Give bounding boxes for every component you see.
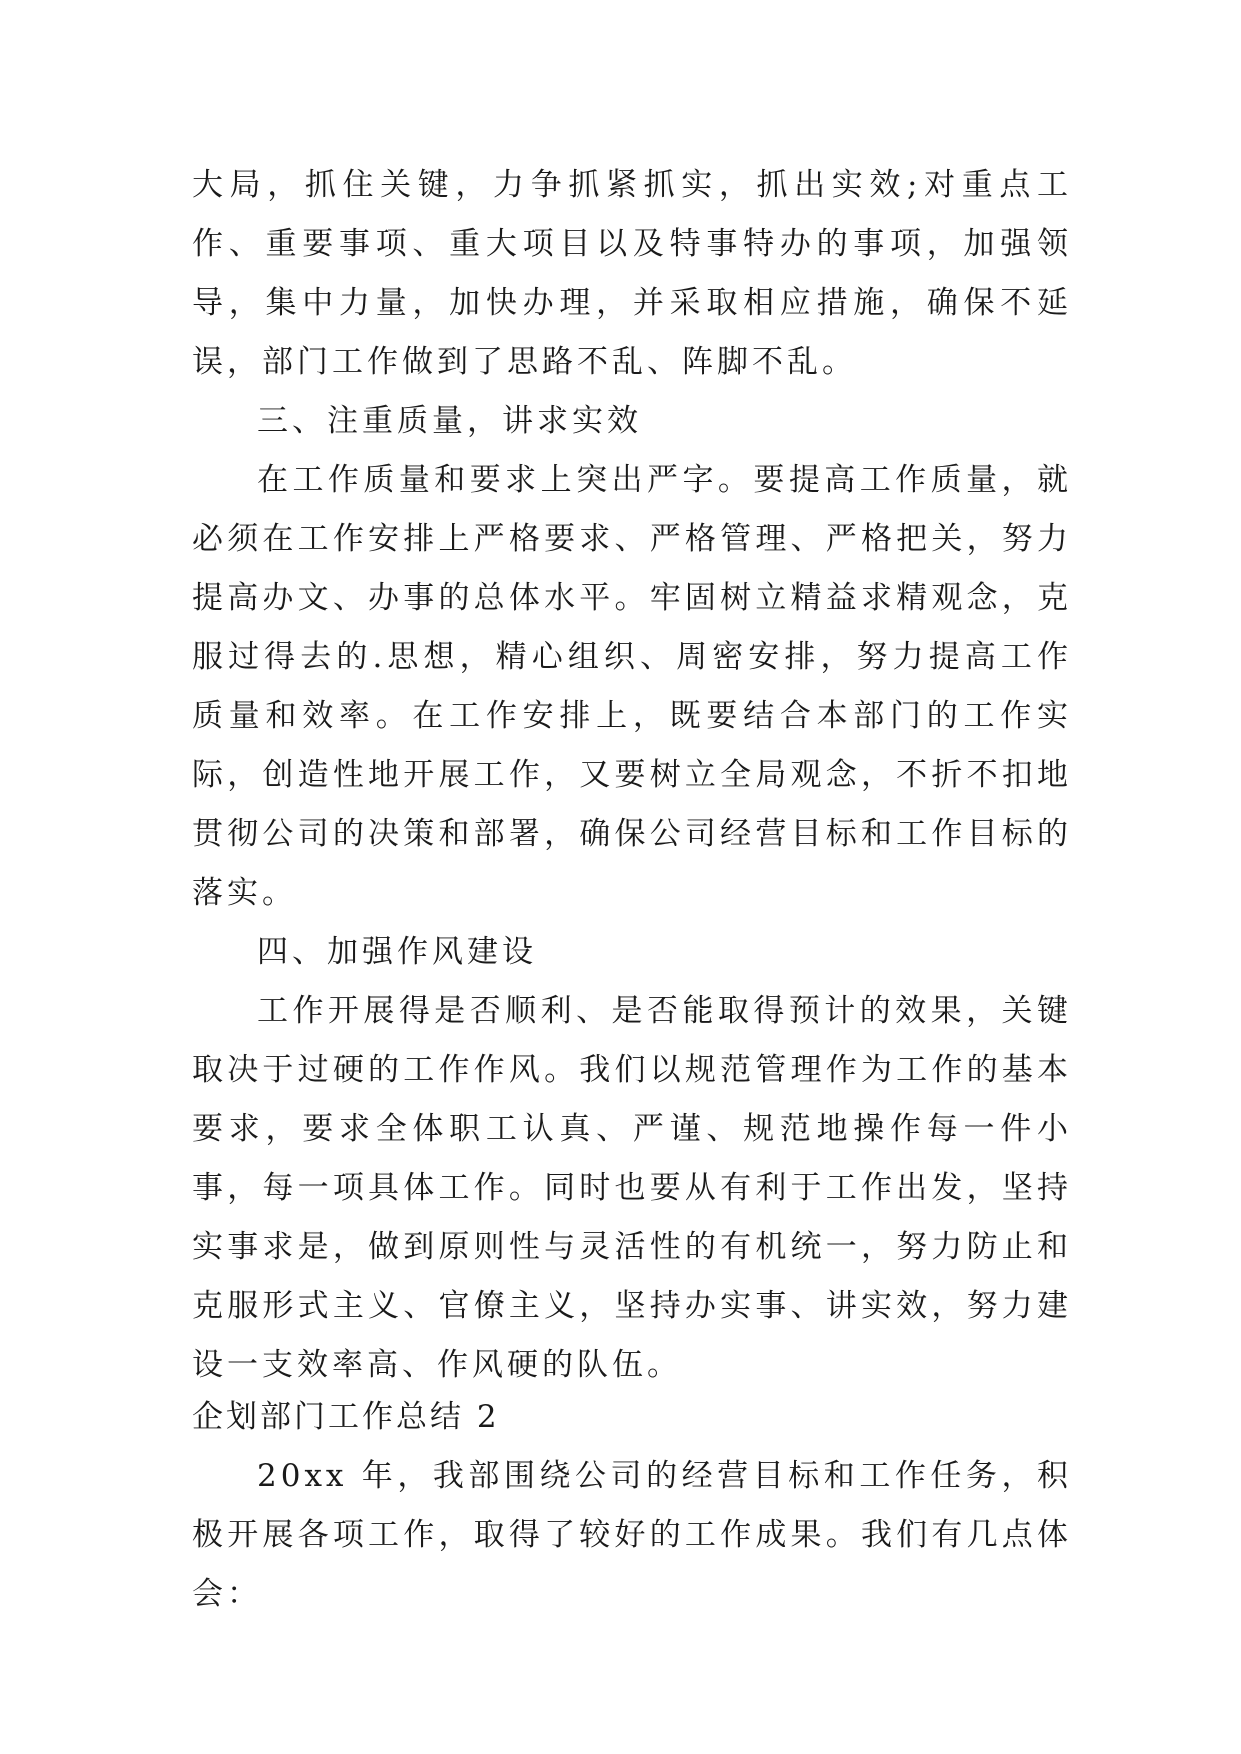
section-2-title: 企划部门工作总结 2 (192, 1399, 500, 1435)
continuation-paragraph: 大局，抓住关键，力争抓紧抓实，抓出实效;对重点工作、重要事项、重大项目以及特事特办的事项，加强领导，集中力量，加快办理，并采取相应措施，确保不延误，部门工作做到了思路不乱、阵脚不乱。 (192, 167, 1072, 380)
work-style-paragraph: 工作开展得是否顺利、是否能取得预计的效果，关键取决于过硬的工作作风。我们以规范管理作为工作的基本要求，要求全体职工认真、严谨、规范地操作每一件小事，每一项具体工作。同时也要从有利于工作出发，坚持实事求是，做到原则性与灵活性的有机统一，努力防止和克服形式主义、官僚主义，坚持办实事、讲实效，努力建设一支效率高、作风硬的队伍。 (192, 993, 1072, 1383)
section-2-intro-paragraph: 20xx 年，我部围绕公司的经营目标和工作任务，积极开展各项工作，取得了较好的工作成果。我们有几点体会： (192, 1458, 1072, 1612)
section-1-body (192, 156, 1072, 1395)
quality-paragraph: 在工作质量和要求上突出严字。要提高工作质量，就必须在工作安排上严格要求、严格管理、严格把关，努力提高办文、办事的总体水平。牢固树立精益求精观念，克服过得去的.思想，精心组织、周密安排，努力提高工作质量和效率。在工作安排上，既要结合本部门的工作实际，创造性地开展工作，又要树立全局观念，不折不扣地贯彻公司的决策和部署，确保公司经营目标和工作目标的落实。 (192, 462, 1072, 911)
heading-four: 四、加强作风建设 (257, 934, 537, 970)
heading-three: 三、注重质量，讲求实效 (257, 403, 642, 439)
section-2-body (192, 1388, 1072, 1624)
